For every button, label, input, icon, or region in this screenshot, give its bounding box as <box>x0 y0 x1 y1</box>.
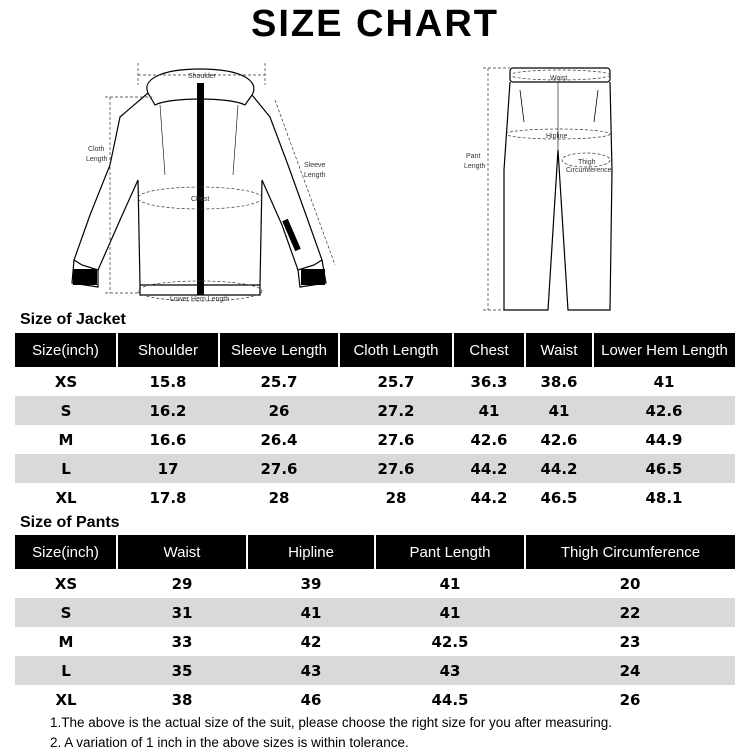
table-cell: 41 <box>375 598 525 627</box>
table-row <box>15 569 735 598</box>
table-cell: 42.5 <box>431 632 469 651</box>
table-cell: 17 <box>117 454 219 483</box>
sleeve-length-label-1: Sleeve <box>304 162 326 169</box>
table-cell: 36.3 <box>470 372 508 391</box>
table-row <box>15 656 735 685</box>
column-header: Thigh Circumference <box>525 535 735 569</box>
table-cell: 23 <box>619 632 641 651</box>
table-cell: S <box>15 598 117 627</box>
column-header: Size(inch) <box>15 333 117 367</box>
table-cell: 27.2 <box>339 396 453 425</box>
waist-label: Waist <box>550 75 568 82</box>
table-cell: 42.6 <box>470 430 508 449</box>
table-cell: 42 <box>300 632 322 651</box>
table-cell: 17.8 <box>149 488 187 507</box>
table-cell: 31 <box>117 598 247 627</box>
table-cell: 26.4 <box>260 430 298 449</box>
hipline-label: Hipline <box>546 133 568 140</box>
table-cell: 46 <box>300 690 322 709</box>
table-cell: 25.7 <box>260 372 298 391</box>
table-row <box>15 396 735 425</box>
table-cell: XS <box>54 372 78 391</box>
table-cell: 41 <box>439 574 461 593</box>
table-cell: 39 <box>300 574 322 593</box>
column-header: Sleeve Length <box>219 333 339 367</box>
table-row <box>15 425 735 454</box>
table-header-row <box>15 535 735 569</box>
table-cell: 44.2 <box>453 454 525 483</box>
column-header: Shoulder <box>117 333 219 367</box>
table-cell: 44.2 <box>525 454 593 483</box>
table-cell: 46.5 <box>593 454 735 483</box>
table-cell: 46.5 <box>540 488 578 507</box>
table-cell: 44.5 <box>431 690 469 709</box>
page-title: SIZE CHART <box>251 3 499 45</box>
table-cell: S <box>15 396 117 425</box>
table-cell: L <box>15 656 117 685</box>
pants-illustration <box>460 60 620 315</box>
table-cell: 22 <box>525 598 735 627</box>
notes <box>50 713 612 753</box>
column-header: Waist <box>117 535 247 569</box>
table-cell: 44.9 <box>645 430 683 449</box>
thigh-label-2: Circumference <box>566 167 612 174</box>
table-cell: M <box>58 632 74 651</box>
pants-section-title: Size of Pants <box>20 514 120 531</box>
jacket-illustration <box>60 55 360 310</box>
table-row <box>15 685 735 714</box>
table-cell: 25.7 <box>377 372 415 391</box>
table-cell: XS <box>54 574 78 593</box>
shoulder-label: Shoulder <box>188 73 217 80</box>
table-row <box>15 483 735 512</box>
table-cell: 42.6 <box>540 430 578 449</box>
table-cell: 27.6 <box>219 454 339 483</box>
table-row <box>15 367 735 396</box>
table-cell: 44.2 <box>470 488 508 507</box>
table-cell: L <box>15 454 117 483</box>
note-1: 1.The above is the actual size of the suit, please choose the right size for you after measuring. <box>50 715 613 730</box>
cloth-length-label-1: Cloth <box>88 146 105 153</box>
table-cell: 43 <box>375 656 525 685</box>
table-cell: 48.1 <box>645 488 683 507</box>
table-row <box>15 454 735 483</box>
table-cell: 33 <box>171 632 193 651</box>
column-header: Cloth Length <box>339 333 453 367</box>
sleeve-length-label-2: Length <box>304 172 326 179</box>
column-header: Hipline <box>247 535 375 569</box>
column-header: Waist <box>525 333 593 367</box>
table-cell: 38.6 <box>540 372 578 391</box>
table-cell: 29 <box>171 574 193 593</box>
table-cell: 41 <box>653 372 675 391</box>
jacket-section-title: Size of Jacket <box>20 311 126 328</box>
table-cell: 38 <box>171 690 193 709</box>
table-cell: 28 <box>385 488 407 507</box>
column-header: Pant Length <box>375 535 525 569</box>
table-cell: 15.8 <box>149 372 187 391</box>
table-cell: 26 <box>619 690 641 709</box>
table-cell: 41 <box>247 598 375 627</box>
table-row <box>15 598 735 627</box>
table-cell: XL <box>55 690 77 709</box>
table-cell: M <box>58 430 74 449</box>
table-cell: 27.6 <box>339 454 453 483</box>
table-cell: 16.6 <box>149 430 187 449</box>
table-cell: 24 <box>525 656 735 685</box>
column-header: Size(inch) <box>15 535 117 569</box>
table-cell: 20 <box>619 574 641 593</box>
note-2: 2. A variation of 1 inch in the above sizes is within tolerance. <box>50 735 409 750</box>
cloth-length-label-2: Length <box>86 156 108 163</box>
column-header: Chest <box>453 333 525 367</box>
table-cell: 41 <box>453 396 525 425</box>
jacket-size-table <box>15 333 735 512</box>
column-header: Lower Hem Length <box>593 333 735 367</box>
chest-label: Chest <box>191 196 210 203</box>
lower-hem-label: Lower Hem Length <box>170 296 230 303</box>
thigh-label-1: Thigh <box>578 159 596 166</box>
table-cell: 35 <box>117 656 247 685</box>
table-cell: 28 <box>268 488 290 507</box>
table-cell: 43 <box>247 656 375 685</box>
table-cell: XL <box>55 488 77 507</box>
table-cell: 41 <box>525 396 593 425</box>
pant-length-label-1: Pant <box>466 153 481 160</box>
table-row <box>15 627 735 656</box>
table-cell: 16.2 <box>117 396 219 425</box>
pant-length-label-2: Length <box>464 163 486 170</box>
table-cell: 27.6 <box>377 430 415 449</box>
table-cell: 42.6 <box>593 396 735 425</box>
pants-size-table <box>15 535 735 714</box>
table-cell: 26 <box>219 396 339 425</box>
table-header-row <box>15 333 735 367</box>
